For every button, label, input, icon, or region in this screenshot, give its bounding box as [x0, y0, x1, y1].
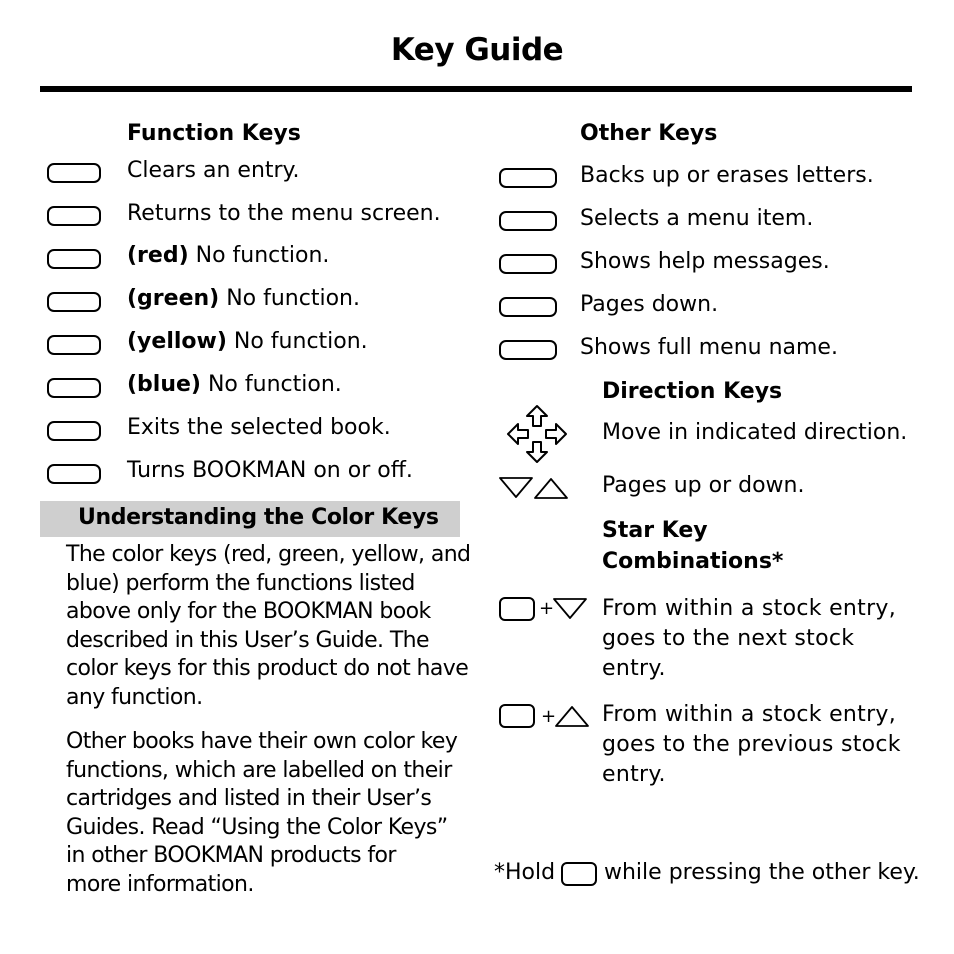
function-key-desc-menu: Returns to the menu screen.	[127, 201, 441, 226]
star-key-icon	[499, 597, 535, 621]
direction-keys-desc: Move in indicated direction.	[602, 420, 908, 445]
other-key-desc-page-down: Pages down.	[580, 292, 719, 317]
combo-prev-desc: From within a stock entry, goes to the previous stock entry.	[602, 702, 901, 787]
page-up-triangle-icon	[535, 479, 567, 498]
other-key-desc-help: Shows help messages.	[580, 249, 830, 274]
green-key-icon	[47, 292, 101, 312]
power-key-icon	[47, 464, 101, 484]
other-key-desc-enter: Selects a menu item.	[580, 206, 814, 231]
title-rule	[40, 86, 912, 92]
down-triangle-icon	[552, 597, 588, 621]
enter-key-icon	[499, 211, 557, 231]
function-key-desc-yellow: (yellow) No function.	[127, 329, 368, 354]
function-keys-heading: Function Keys	[127, 121, 301, 146]
page-down-key-icon	[499, 297, 557, 317]
yellow-key-icon	[47, 335, 101, 355]
color-keys-heading: Understanding the Color Keys	[78, 505, 439, 530]
function-key-desc-blue: (blue) No function.	[127, 372, 342, 397]
footnote-prefix: *Hold	[494, 860, 556, 885]
help-key-icon	[499, 254, 557, 274]
back-key-icon	[47, 421, 101, 441]
color-keys-paragraph-2: Other books have their own color key functions, which are labelled on their cartridges and listed in their User’s Guides. Read “Using the Color Keys” in other BOOKMAN products for more information.	[66, 729, 458, 897]
footnote-suffix: while pressing the other key.	[604, 860, 920, 885]
up-triangle-icon	[554, 704, 590, 728]
other-key-desc-full-name: Shows full menu name.	[580, 335, 838, 360]
red-key-icon	[47, 249, 101, 269]
menu-key-icon	[47, 206, 101, 226]
plus-sign-2: +	[541, 706, 557, 727]
function-key-desc-exit: Exits the selected book.	[127, 415, 391, 440]
star-key-heading-line2: Combinations*	[602, 549, 784, 574]
plus-sign: +	[539, 598, 555, 619]
color-keys-heading-bar	[40, 501, 460, 537]
star-key-icon-2	[499, 704, 535, 728]
page-down-triangle-icon	[500, 478, 532, 497]
direction-keys-heading: Direction Keys	[602, 379, 783, 404]
blue-key-icon	[47, 378, 101, 398]
function-key-desc-power: Turns BOOKMAN on or off.	[127, 458, 413, 483]
star-key-heading-line1: Star Key	[602, 518, 708, 543]
star-key-icon-footnote	[561, 862, 597, 886]
function-key-desc-clear: Clears an entry.	[127, 158, 300, 183]
function-key-desc-green: (green) No function.	[127, 286, 360, 311]
other-key-desc-backspace: Backs up or erases letters.	[580, 163, 874, 188]
other-keys-heading: Other Keys	[580, 121, 718, 146]
function-key-desc-red: (red) No function.	[127, 243, 330, 268]
backspace-key-icon	[499, 168, 557, 188]
full-name-key-icon	[499, 340, 557, 360]
page-up-down-icon	[498, 476, 570, 500]
page-title: Key Guide	[390, 32, 564, 68]
page-up-down-desc: Pages up or down.	[602, 473, 805, 498]
color-keys-paragraph-1: The color keys (red, green, yellow, and blue) perform the functions listed above only for the BOOKMAN book described in this User’s Guide. The color keys for this product do not have any function.	[66, 542, 471, 710]
combo-next-desc: From within a stock entry, goes to the next stock entry.	[602, 596, 897, 681]
clear-key-icon	[47, 163, 101, 183]
direction-arrows-icon	[506, 405, 568, 463]
